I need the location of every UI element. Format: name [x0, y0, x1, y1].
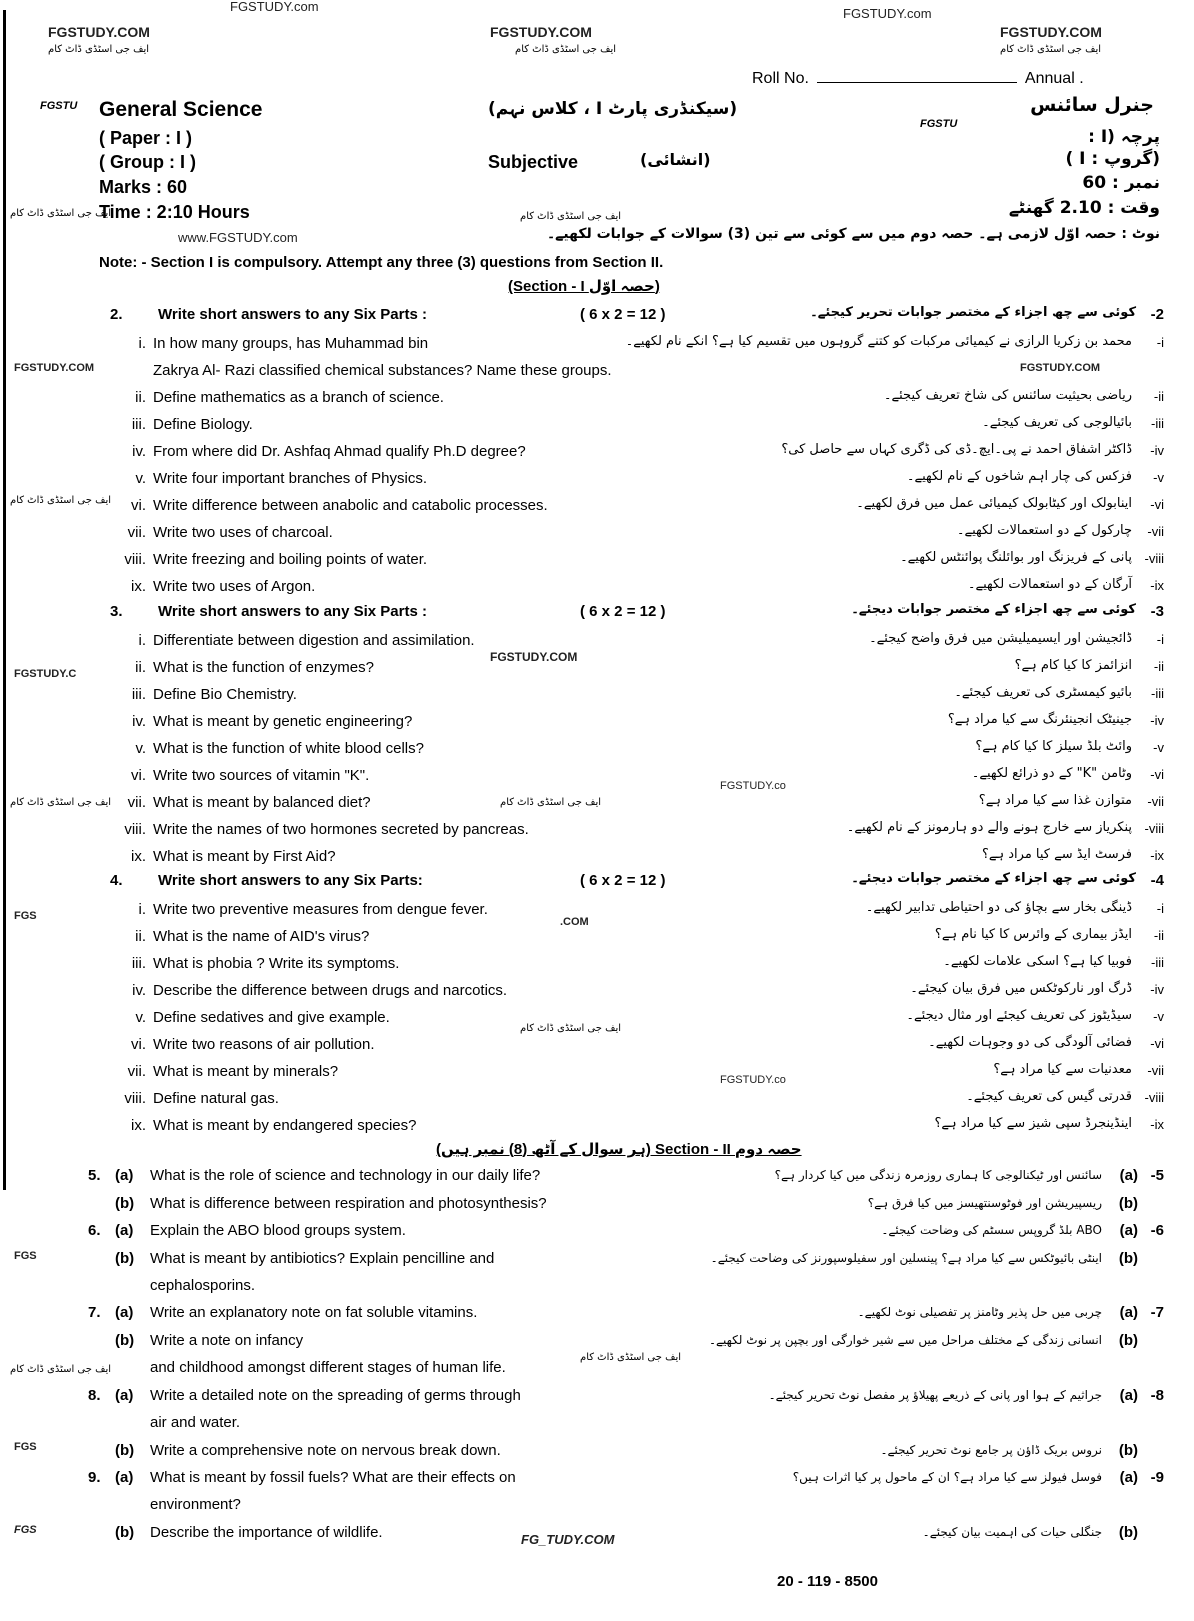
- part-b-text-urdu: اینٹی بائیوٹکس سے کیا مراد ہے؟ پینسلین اور سفیلوسپورنز کی وضاحت کیجئے۔: [710, 1251, 1102, 1265]
- question-number-urdu: -4: [1150, 872, 1164, 889]
- watermark-body-1: FGSTUDY.COM: [14, 362, 95, 374]
- part-number-urdu: -vi: [1150, 497, 1164, 512]
- class-urdu: (سیکنڈری پارٹ I ، کلاس نہم): [488, 99, 738, 119]
- part-number: ii.: [135, 659, 146, 676]
- part-number: iv.: [132, 443, 146, 460]
- part-number: iii.: [131, 416, 146, 433]
- watermark-top-right: FGSTUDY.com: [843, 6, 932, 21]
- part-number: i.: [138, 901, 146, 918]
- question-number: 6.: [88, 1222, 101, 1239]
- part-text-urdu: جینیٹک انجینئرنگ سے کیا مراد ہے؟: [947, 712, 1132, 727]
- part-number: viii.: [124, 551, 146, 568]
- watermark-body-10: FGS: [14, 1441, 37, 1453]
- part-text-urdu: متوازن غذا سے کیا مراد ہے؟: [978, 793, 1132, 808]
- part-text-urdu: ڈرگ اور نارکوٹکس میں فرق بیان کیجئے۔: [910, 981, 1132, 996]
- watermark-footer: FG_TUDY.COM: [521, 1532, 615, 1547]
- part-a-text-continued: environment?: [150, 1496, 241, 1513]
- part-text: Define sedatives and give example.: [153, 1009, 390, 1026]
- part-number-urdu: -viii: [1144, 1090, 1164, 1105]
- part-a-label-urdu: (a): [1119, 1222, 1138, 1239]
- watermark-urdu-center: ایف جی اسٹڈی ڈاٹ کام: [515, 44, 617, 55]
- page-border-line: [3, 10, 6, 1190]
- roll-number-label: Roll No.: [752, 70, 809, 87]
- part-text-urdu: وائٹ بلڈ سیلز کا کیا کام ہے؟: [975, 739, 1132, 754]
- watermark-right: FGSTUDY.COM: [1000, 24, 1102, 40]
- part-text-urdu: معدنیات سے کیا مراد ہے؟: [993, 1062, 1132, 1077]
- part-b-label-urdu: (b): [1118, 1195, 1138, 1212]
- part-number: ix.: [131, 578, 146, 595]
- question-heading: Write short answers to any Six Parts :: [158, 603, 427, 620]
- part-text: Write the names of two hormones secreted by pancreas.: [153, 821, 529, 838]
- part-text: Define mathematics as a branch of science.: [153, 389, 444, 406]
- part-b-text-urdu: ریسپیریشن اور فوٹوسنتھیسز میں کیا فرق ہے؟: [867, 1196, 1102, 1210]
- part-number-urdu: -viii: [1144, 551, 1164, 566]
- part-a-text: What is meant by fossil fuels? What are their effects on: [150, 1469, 516, 1486]
- subject-urdu: جنرل سائنس: [1030, 94, 1154, 116]
- watermark-body-2: FGSTUDY.COM: [1020, 362, 1101, 374]
- part-number: v.: [135, 740, 146, 757]
- part-text: Write two reasons of air pollution.: [153, 1036, 375, 1053]
- question-number: 7.: [88, 1304, 101, 1321]
- part-a-text-urdu: جراثیم کے ہوا اور پانی کے ذریعے پھیلاؤ پر مفصل نوٹ تحریر کیجئے۔: [768, 1388, 1102, 1402]
- question-marks: ( 6 x 2 = 12 ): [580, 603, 666, 620]
- part-text: Write four important branches of Physics.: [153, 470, 427, 487]
- part-b-label-urdu: (b): [1118, 1524, 1138, 1541]
- part-number-urdu: -v: [1153, 1009, 1164, 1024]
- part-b-text-urdu: جنگلی حیات کی اہمیت بیان کیجئے۔: [922, 1525, 1102, 1539]
- question-heading: Write short answers to any Six Parts:: [158, 872, 423, 889]
- subject-title: General Science: [99, 98, 263, 121]
- part-text-urdu: ڈائجیشن اور ایسیمیلیشن میں فرق واضح کیجئے۔: [869, 631, 1132, 646]
- part-a-text: What is the role of science and technology in our daily life?: [150, 1167, 541, 1184]
- part-text: Define Biology.: [153, 416, 253, 433]
- watermark-urdu-center2: ایف جی اسٹڈی ڈاٹ کام: [520, 211, 622, 222]
- part-text-urdu: فوبیا کیا ہے؟ اسکی علامات لکھیے۔: [943, 954, 1132, 969]
- part-number: iv.: [132, 713, 146, 730]
- part-a-text-continued: air and water.: [150, 1414, 241, 1431]
- part-number: ix.: [131, 1117, 146, 1134]
- section-2-title: (ہر سوال کے آٹھ (8) نمبر ہیں) Section - II حصہ دوم: [436, 1141, 802, 1158]
- question-number: 4.: [110, 872, 123, 889]
- question-number-urdu: -3: [1150, 603, 1164, 620]
- part-text-urdu: فرسٹ ایڈ سے کیا مراد ہے؟: [981, 847, 1132, 862]
- part-number-urdu: -iii: [1151, 686, 1164, 701]
- part-number-urdu: -ix: [1150, 848, 1164, 863]
- part-text: What is meant by First Aid?: [153, 848, 336, 865]
- part-a-label-urdu: (a): [1119, 1387, 1138, 1404]
- roll-number-row: [752, 68, 1084, 88]
- watermark-www: www.FGSTUDY.com: [178, 230, 298, 245]
- question-heading-urdu: کوئی سے چھ اجزاء کے مختصر جوابات دیجئے۔: [851, 871, 1136, 886]
- part-text: In how many groups, has Muhammad bin: [153, 335, 429, 352]
- part-b-label: (b): [115, 1195, 135, 1212]
- part-text: What is phobia ? Write its symptoms.: [153, 955, 400, 972]
- part-a-text-urdu: چربی میں حل پذیر وٹامنز پر تفصیلی نوٹ لکھیے۔: [857, 1305, 1102, 1319]
- paper-type: Subjective: [488, 152, 579, 172]
- part-text: What is meant by endangered species?: [153, 1117, 417, 1134]
- part-number: iii.: [131, 686, 146, 703]
- watermark-body-9: FGS: [14, 1250, 37, 1262]
- time-urdu: وقت : 2.10 گھنٹے: [1008, 198, 1160, 218]
- part-b-text: What is meant by antibiotics? Explain pencilline and: [150, 1250, 495, 1267]
- part-text-urdu: چارکول کے دو استعمالات لکھیے۔: [956, 523, 1132, 538]
- part-a-text-urdu: سائنس اور ٹیکنالوجی کا ہماری روزمرہ زندگی میں کیا کردار ہے؟: [774, 1168, 1102, 1182]
- instructions-note: Note: - Section I is compulsory. Attempt any three (3) questions from Section II.: [99, 254, 664, 271]
- watermark-urdu-right: ایف جی اسٹڈی ڈاٹ کام: [1000, 44, 1102, 55]
- watermark-body-urdu-6: ایف جی اسٹڈی ڈاٹ کام: [580, 1352, 682, 1363]
- part-text: Write two sources of vitamin "K".: [153, 767, 370, 784]
- part-text: Write difference between anabolic and catabolic processes.: [153, 497, 548, 514]
- part-b-label-urdu: (b): [1118, 1250, 1138, 1267]
- watermark-body-8: FGSTUDY.co: [720, 1074, 786, 1086]
- part-a-label-urdu: (a): [1119, 1167, 1138, 1184]
- part-text-urdu: محمد بن زکریا الرازی نے کیمیائی مرکبات کو کتنے گروہوں میں تقسیم کیا ہے؟ انکے نام لکھیے۔: [625, 334, 1132, 349]
- watermark-left: FGSTUDY.COM: [48, 24, 150, 40]
- group-label: ( Group : I ): [99, 152, 196, 172]
- part-number: v.: [135, 470, 146, 487]
- part-text: What is the function of white blood cells?: [153, 740, 424, 757]
- part-text: Write two uses of charcoal.: [153, 524, 333, 541]
- part-number: ii.: [135, 389, 146, 406]
- question-number: 5.: [88, 1167, 101, 1184]
- part-number: vi.: [131, 1036, 146, 1053]
- part-text: What is meant by minerals?: [153, 1063, 339, 1080]
- watermark-body-urdu-2: ایف جی اسٹڈی ڈاٹ کام: [10, 797, 112, 808]
- part-b-text-continued: cephalosporins.: [150, 1277, 256, 1294]
- part-number-urdu: -i: [1156, 901, 1164, 916]
- watermark-top-center: FGSTUDY.com: [230, 0, 319, 14]
- part-text-urdu: فضائی آلودگی کی دو وجوہات لکھیے۔: [928, 1035, 1132, 1050]
- part-text: What is the function of enzymes?: [153, 659, 374, 676]
- part-a-label: (a): [115, 1469, 134, 1486]
- question-number-urdu: -2: [1150, 306, 1164, 323]
- part-text: Define Bio Chemistry.: [153, 686, 297, 703]
- part-a-text-urdu: ABO بلڈ گروپس سسٹم کی وضاحت کیجئے۔: [881, 1223, 1102, 1237]
- section-1-title: (Section - I حصہ اوّل): [508, 278, 660, 295]
- part-text: Write two preventive measures from dengue fever.: [153, 901, 488, 918]
- watermark-body-4: FGSTUDY.COM: [490, 650, 578, 664]
- part-number: vii.: [127, 524, 146, 541]
- part-number-urdu: -iii: [1151, 416, 1164, 431]
- note-urdu: نوٹ : حصہ اوّل لازمی ہے۔ حصہ دوم میں سے کوئی سے تین (3) سوالات کے جوابات لکھیے۔: [546, 226, 1160, 242]
- part-text-urdu: بائیو کیمسٹری کی تعریف کیجئے۔: [954, 685, 1132, 700]
- part-number-urdu: -vii: [1147, 1063, 1164, 1078]
- part-b-text-continued: and childhood amongst different stages of human life.: [150, 1359, 506, 1376]
- part-text: Describe the difference between drugs and narcotics.: [153, 982, 508, 999]
- watermark-body-urdu-5: ایف جی اسٹڈی ڈاٹ کام: [10, 1364, 112, 1375]
- part-number: ii.: [135, 928, 146, 945]
- question-number-urdu: -7: [1150, 1304, 1164, 1321]
- time-label: Time : 2:10 Hours: [99, 202, 250, 222]
- watermark-body-urdu-4: ایف جی اسٹڈی ڈاٹ کام: [520, 1023, 622, 1034]
- part-text-urdu: بائیالوجی کی تعریف کیجئے۔: [982, 415, 1132, 430]
- paper-type-urdu: (انشائی): [640, 150, 711, 169]
- part-number-urdu: -v: [1153, 740, 1164, 755]
- question-number: 2.: [110, 306, 123, 323]
- part-text-urdu: اینابولک اور کیٹابولک کیمیائی عمل میں فرق لکھیے۔: [856, 496, 1132, 511]
- part-number-urdu: -iv: [1150, 443, 1164, 458]
- part-text: Write two uses of Argon.: [153, 578, 316, 595]
- part-a-label-urdu: (a): [1119, 1304, 1138, 1321]
- part-text-urdu: ایڈز بیماری کے وائرس کا کیا نام ہے؟: [934, 927, 1132, 942]
- roll-number-field[interactable]: [817, 68, 1017, 83]
- part-number: vii.: [127, 1063, 146, 1080]
- part-number: iii.: [131, 955, 146, 972]
- part-number: viii.: [124, 821, 146, 838]
- part-a-text: Explain the ABO blood groups system.: [150, 1222, 406, 1239]
- part-number: iv.: [132, 982, 146, 999]
- part-number: viii.: [124, 1090, 146, 1107]
- question-number: 8.: [88, 1387, 101, 1404]
- part-text-urdu: اینڈینجرڈ سپی شیز سے کیا مراد ہے؟: [934, 1116, 1132, 1131]
- part-number-urdu: -ii: [1153, 659, 1164, 674]
- part-number: vi.: [131, 767, 146, 784]
- question-number-urdu: -9: [1150, 1469, 1164, 1486]
- question-heading: Write short answers to any Six Parts :: [158, 306, 427, 323]
- part-b-text: Describe the importance of wildlife.: [150, 1524, 383, 1541]
- part-text-urdu: ریاضی بحیثیت سائنس کی شاخ تعریف کیجئے۔: [883, 388, 1132, 403]
- part-a-label: (a): [115, 1222, 134, 1239]
- part-a-text: Write an explanatory note on fat soluble vitamins.: [150, 1304, 478, 1321]
- part-a-label: (a): [115, 1387, 134, 1404]
- part-text-urdu: ڈاکٹر اشفاق احمد نے پی۔ایچ۔ڈی کی ڈگری کہاں سے حاصل کی؟: [781, 442, 1132, 457]
- part-number-urdu: -ix: [1150, 1117, 1164, 1132]
- question-heading-urdu: کوئی سے چھ اجزاء کے مختصر جوابات تحریر کیجئے۔: [810, 305, 1136, 320]
- paper-urdu: پرچہ (I :: [1088, 127, 1160, 147]
- part-number: ix.: [131, 848, 146, 865]
- marks-label: Marks : 60: [99, 177, 188, 197]
- part-number-urdu: -vii: [1147, 794, 1164, 809]
- question-number: 9.: [88, 1469, 101, 1486]
- part-text-urdu: فزکس کی چار اہم شاخوں کے نام لکھیے۔: [906, 469, 1132, 484]
- part-text: What is meant by genetic engineering?: [153, 713, 413, 730]
- part-number-urdu: -i: [1156, 632, 1164, 647]
- part-b-text-urdu: نروس بریک ڈاؤن پر جامع نوٹ تحریر کیجئے۔: [880, 1443, 1102, 1457]
- question-number-urdu: -8: [1150, 1387, 1164, 1404]
- watermark-body-urdu-1: ایف جی اسٹڈی ڈاٹ کام: [10, 495, 112, 506]
- watermark-body-6: FGS: [14, 910, 37, 922]
- paper-code: 20 - 119 - 8500: [777, 1573, 878, 1590]
- part-number-urdu: -vi: [1150, 767, 1164, 782]
- question-number-urdu: -5: [1150, 1167, 1164, 1184]
- part-number-urdu: -v: [1153, 470, 1164, 485]
- part-a-label: (a): [115, 1304, 134, 1321]
- part-text-urdu: وٹامن "K" کے دو ذرائع لکھیے۔: [971, 766, 1132, 781]
- part-text: What is the name of AID's virus?: [153, 928, 370, 945]
- part-number-urdu: -vii: [1147, 524, 1164, 539]
- watermark-body-5: FGSTUDY.co: [720, 780, 786, 792]
- question-number: 3.: [110, 603, 123, 620]
- part-number: vi.: [131, 497, 146, 514]
- part-a-text-urdu: فوسل فیولز سے کیا مراد ہے؟ ان کے ماحول پر کیا اثرات ہیں؟: [792, 1470, 1102, 1484]
- part-b-label: (b): [115, 1250, 135, 1267]
- part-b-text-urdu: انسانی زندگی کے مختلف مراحل میں سے شیر خوارگی اور بچپن پر نوٹ لکھیے۔: [708, 1333, 1102, 1347]
- question-number-urdu: -6: [1150, 1222, 1164, 1239]
- part-text: From where did Dr. Ashfaq Ahmad qualify Ph.D degree?: [153, 443, 526, 460]
- part-number: i.: [138, 335, 146, 352]
- part-b-label: (b): [115, 1442, 135, 1459]
- part-number: vii.: [127, 794, 146, 811]
- watermark-fgstu-right: FGSTU: [920, 118, 958, 130]
- paper-label: ( Paper : I ): [99, 128, 193, 148]
- part-number-urdu: -ii: [1153, 928, 1164, 943]
- part-number: i.: [138, 632, 146, 649]
- watermark-body-11: FGS: [14, 1524, 37, 1536]
- part-text-urdu: آرگان کے دو استعمالات لکھیے۔: [967, 577, 1132, 592]
- watermark-body-7: .COM: [560, 916, 589, 928]
- part-b-label: (b): [115, 1332, 135, 1349]
- part-a-label: (a): [115, 1167, 134, 1184]
- part-text-continued: Zakrya Al- Razi classified chemical substances? Name these groups.: [153, 362, 612, 379]
- part-text-urdu: پنکریاز سے خارج ہونے والے دو ہارمونز کے نام لکھیے۔: [846, 820, 1132, 835]
- watermark-fgstu: FGSTU: [40, 100, 78, 112]
- question-marks: ( 6 x 2 = 12 ): [580, 872, 666, 889]
- part-b-text: What is difference between respiration and photosynthesis?: [150, 1195, 547, 1212]
- part-text-urdu: انزائمز کا کیا کام ہے؟: [1014, 658, 1132, 673]
- part-number-urdu: -ix: [1150, 578, 1164, 593]
- question-marks: ( 6 x 2 = 12 ): [580, 306, 666, 323]
- marks-urdu: نمبر : 60: [1082, 173, 1160, 193]
- question-heading-urdu: کوئی سے چھ اجزاء کے مختصر جوابات دیجئے۔: [851, 602, 1136, 617]
- part-a-label-urdu: (a): [1119, 1469, 1138, 1486]
- part-number-urdu: -vi: [1150, 1036, 1164, 1051]
- session-label: Annual .: [1024, 70, 1084, 87]
- watermark-urdu-time: ایف جی اسٹڈی ڈاٹ کام: [10, 208, 112, 219]
- part-b-label: (b): [115, 1524, 135, 1541]
- group-urdu: (گروپ : I ): [1065, 149, 1160, 169]
- part-text-urdu: قدرتی گیس کی تعریف کیجئے۔: [966, 1089, 1132, 1104]
- part-text: Write freezing and boiling points of water.: [153, 551, 428, 568]
- part-text-urdu: ڈینگی بخار سے بچاؤ کی دو احتیاطی تدابیر لکھیے۔: [865, 900, 1132, 915]
- part-text: Define natural gas.: [153, 1090, 279, 1107]
- part-b-text: Write a comprehensive note on nervous break down.: [150, 1442, 501, 1459]
- watermark-center: FGSTUDY.COM: [490, 24, 592, 40]
- part-number-urdu: -iii: [1151, 955, 1164, 970]
- watermark-urdu-left: ایف جی اسٹڈی ڈاٹ کام: [48, 44, 150, 55]
- part-number-urdu: -ii: [1153, 389, 1164, 404]
- part-text: What is meant by balanced diet?: [153, 794, 371, 811]
- part-text-urdu: سیڈیٹوز کی تعریف کیجئے اور مثال دیجئے۔: [906, 1008, 1132, 1023]
- part-text-urdu: پانی کے فریزنگ اور بوائلنگ پوائنٹس لکھیے۔: [900, 550, 1132, 565]
- part-number-urdu: -viii: [1144, 821, 1164, 836]
- part-number-urdu: -iv: [1150, 713, 1164, 728]
- part-b-text: Write a note on infancy: [150, 1332, 304, 1349]
- part-number-urdu: -i: [1156, 335, 1164, 350]
- part-number: v.: [135, 1009, 146, 1026]
- part-b-label-urdu: (b): [1118, 1332, 1138, 1349]
- part-text: Differentiate between digestion and assimilation.: [153, 632, 475, 649]
- part-b-label-urdu: (b): [1118, 1442, 1138, 1459]
- watermark-body-urdu-3: ایف جی اسٹڈی ڈاٹ کام: [500, 797, 602, 808]
- part-a-text: Write a detailed note on the spreading of germs through: [150, 1387, 521, 1404]
- watermark-body-3: FGSTUDY.C: [14, 668, 77, 680]
- part-number-urdu: -iv: [1150, 982, 1164, 997]
